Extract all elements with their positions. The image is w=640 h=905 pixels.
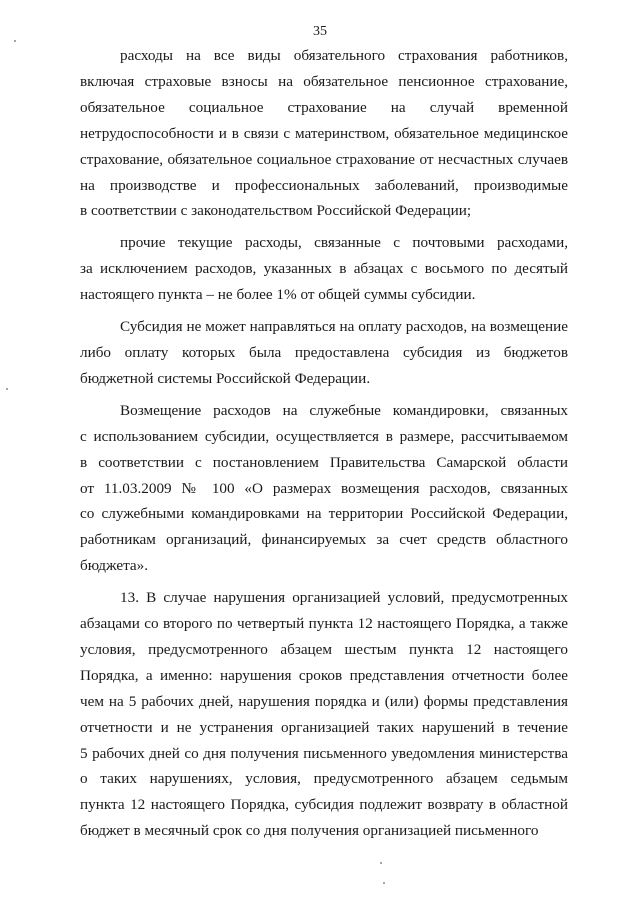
- text-line: прочие текущие расходы, связанные с почтовыми расходами,: [120, 234, 568, 252]
- text-line: 13. В случае нарушения организацией условий, предусмотренных: [120, 589, 568, 607]
- text-line: с использованием субсидии, осуществляется в размере, рассчитываемом: [80, 427, 568, 445]
- text-line: о таких нарушениях, условия, предусмотренного абзацем седьмым: [80, 770, 568, 788]
- scan-speck: [14, 40, 16, 42]
- text-line: в соответствии с законодательством Российской Федерации;: [80, 202, 472, 220]
- scan-speck: [380, 862, 382, 864]
- text-line: абзацами со второго по четвертый пункта 12 настоящего Порядка, а также: [80, 615, 568, 633]
- text-line: 5 рабочих дней со дня получения письменного уведомления министерства: [80, 744, 568, 762]
- text-line: расходы на все виды обязательного страхования работников,: [120, 47, 568, 64]
- paragraph: [80, 230, 568, 308]
- text-line: чем на 5 рабочих дней, нарушения порядка и (или) формы представления: [80, 692, 568, 710]
- text-line: условия, предусмотренного абзацем шестым пункта 12 настоящего: [80, 640, 568, 658]
- paragraph: [80, 314, 568, 392]
- text-line: в соответствии с постановлением Правительства Самарской области: [80, 453, 568, 471]
- scan-speck: [383, 882, 385, 884]
- text-line: на производстве и профессиональных заболеваний, производимые: [80, 176, 568, 194]
- text-line: бюджетной системы Российской Федерации.: [80, 369, 371, 387]
- text-line: страхование, обязательное социальное страхование от несчастных случаев: [80, 150, 568, 168]
- text-line: нетрудоспособности и в связи с материнством, обязательное медицинское: [80, 124, 568, 142]
- text-line: бюджет в месячный срок со дня получения организацией письменного: [80, 822, 539, 840]
- scan-speck: [6, 388, 8, 390]
- text-line: настоящего пункта – не более 1% от общей суммы субсидии.: [80, 286, 476, 304]
- text-line: либо оплату которых была предоставлена субсидия из бюджетов: [80, 343, 568, 361]
- text-line: обязательное социальное страхование на случай временной: [80, 98, 568, 116]
- text-line: Порядка, а именно: нарушения сроков представления отчетности более: [80, 666, 568, 684]
- text-line: со служебными командировками на территории Российской Федерации,: [80, 505, 568, 523]
- text-line: за исключением расходов, указанных в абзацах с восьмого по десятый: [80, 260, 568, 278]
- document-body: [80, 43, 568, 850]
- text-line: работникам организаций, финансируемых за счет средств областного: [80, 531, 568, 549]
- text-line: Возмещение расходов на служебные командировки, связанных: [120, 401, 568, 419]
- text-line: бюджета».: [80, 557, 149, 575]
- text-line: включая страховые взносы на обязательное пенсионное страхование,: [80, 72, 568, 90]
- text-line: отчетности и не устранения организацией таких нарушений в течение: [80, 718, 568, 736]
- page-number: 35: [313, 24, 327, 39]
- paragraph: [80, 585, 568, 844]
- paragraph: [80, 43, 568, 224]
- text-line: Субсидия не может направляться на оплату расходов, на возмещение: [120, 318, 568, 336]
- text-line: пункта 12 настоящего Порядка, субсидия подлежит возврату в областной: [80, 796, 568, 814]
- text-line: от 11.03.2009 № 100 «О размерах возмещения расходов, связанных: [80, 479, 568, 497]
- paragraph: [80, 398, 568, 579]
